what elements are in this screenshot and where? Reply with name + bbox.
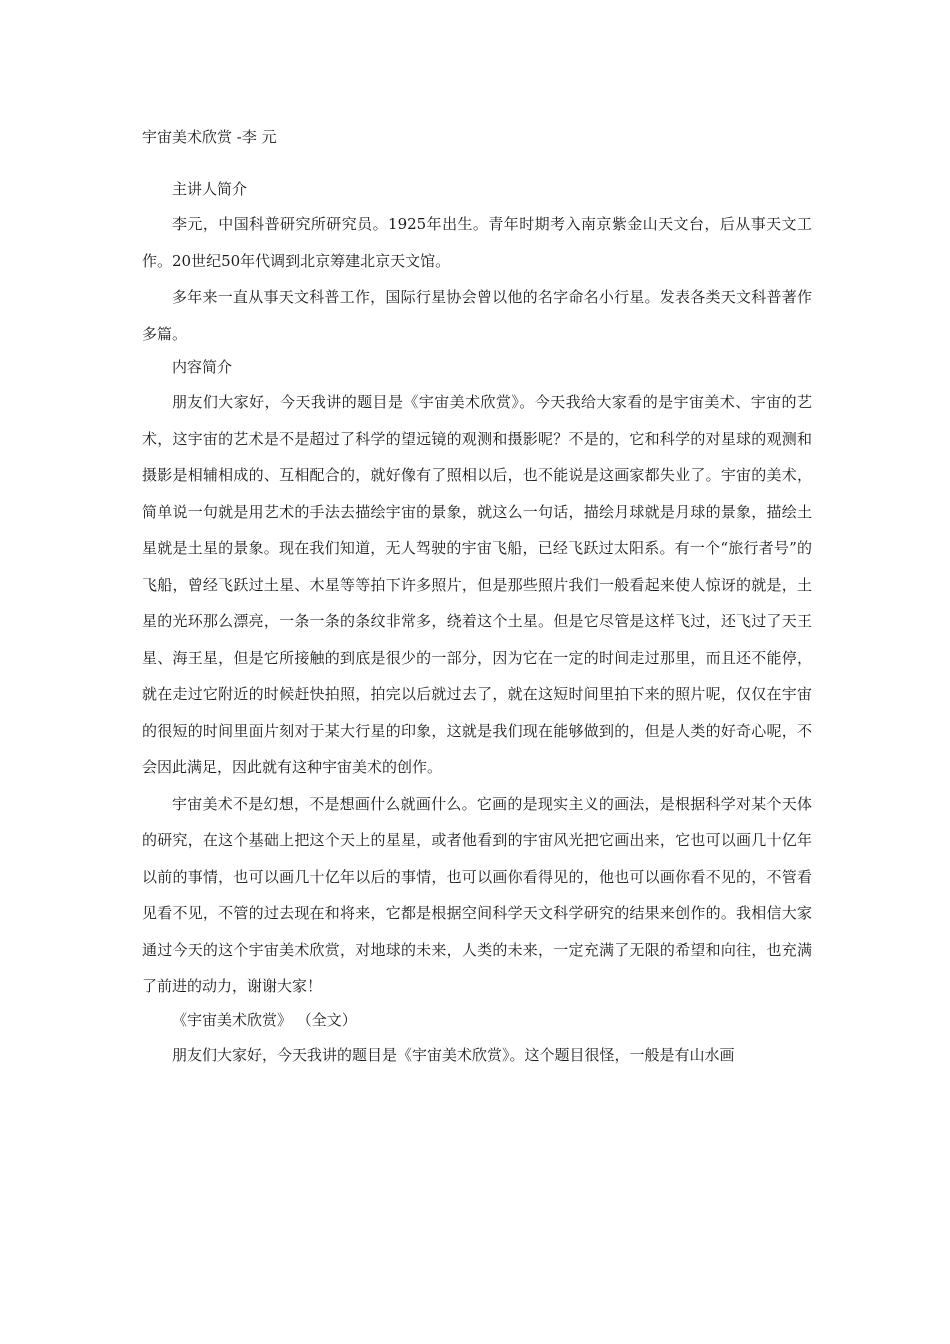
content-paragraph-2: 宇宙美术不是幻想，不是想画什么就画什么。它画的是现实主义的画法，是根据科学对某个天体的研究，在这个基础上把这个天上的星星，或者他看到的宇宙风光把它画出来，它也可以画几十亿年以前的事情，也可以画几十亿年以后的事情，也可以画你看得见的，他也可以画你看不见的，不管看见看不见，不管的过去现在和将来，它都是根据空间科学天文科学研究的结果来创作的。我相信大家通过今天的这个宇宙美术欣赏，对地球的未来，人类的未来，一定充满了无限的希望和向往，也充满了前进的动力，谢谢大家！ xyxy=(142,794,812,995)
fulltext-heading: 《宇宙美术欣赏》 （全文） xyxy=(172,1010,357,1029)
speaker-intro-heading: 主讲人简介 xyxy=(172,180,248,198)
document-page xyxy=(142,126,812,1073)
speaker-paragraph-1: 李元，中国科普研究所研究员。1925年出生。青年时期考入南京紫金山天文台，后从事天文工作。20世纪50年代调到北京筹建北京天文馆。 xyxy=(142,215,812,270)
speaker-paragraph-2: 多年来一直从事天文科普工作，国际行星协会曾以他的名字命名小行星。发表各类天文科普著作多篇。 xyxy=(142,288,812,343)
document-title: 宇宙美术欣赏 -李 元 xyxy=(142,128,277,146)
content-intro-heading: 内容简介 xyxy=(172,358,233,376)
content-paragraph-1: 朋友们大家好，今天我讲的题目是《宇宙美术欣赏》。今天我给大家看的是宇宙美术、宇宙的艺术，这宇宙的艺术是不是超过了科学的望远镜的观测和摄影呢？不是的，它和科学的对星球的观测和摄影是相辅相成的、互相配合的，就好像有了照相以后，也不能说是这画家都失业了。宇宙的美术，简单说一句就是用艺术的手法去描绘宇宙的景象，就这么一句话，描绘月球就是月球的景象，描绘土星就是土星的景象。现在我们知道，无人驾驶的宇宙飞船，已经飞跃过太阳系。有一个“旅行者号”的飞船，曾经飞跃过土星、木星等等拍下许多照片，但是那些照片我们一般看起来使人惊讶的就是，土星的光环那么漂亮，一条一条的条纹非常多，绕着这个土星。但是它尽管是这样飞过，还飞过了天王星、海王星，但是它所接触的到底是很少的一部分，因为它在一定的时间走过那里，而且还不能停，就在走过它附近的时候赶快拍照，拍完以后就过去了，就在这短时间里拍下来的照片呢，仅仅在宇宙的很短的时间里面片刻对于某大行星的印象，这就是我们现在能够做到的，但是人类的好奇心呢，不会因此满足，因此就有这种宇宙美术的创作。 xyxy=(142,393,812,776)
fulltext-paragraph-1: 朋友们大家好，今天我讲的题目是《宇宙美术欣赏》。这个题目很怪，一般是有山水画 xyxy=(172,1045,735,1064)
